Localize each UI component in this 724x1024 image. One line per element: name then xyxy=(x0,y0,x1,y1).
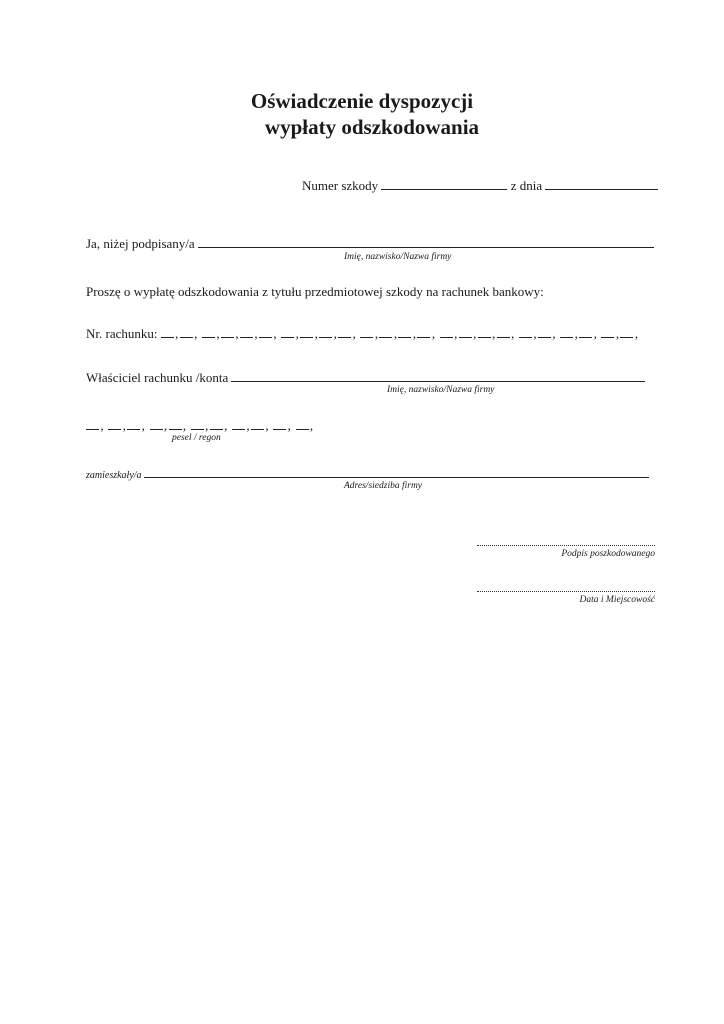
account-digit-field[interactable] xyxy=(161,326,174,338)
account-digit-field[interactable] xyxy=(620,326,633,338)
address-label: zamieszkały/a xyxy=(86,470,142,481)
pesel-digit-field[interactable] xyxy=(108,418,121,430)
pesel-digit-field[interactable] xyxy=(210,418,223,430)
signature-caption: Podpis poszkodowanego xyxy=(561,549,655,559)
pesel-digit-field[interactable] xyxy=(296,418,309,430)
account-digit-field[interactable] xyxy=(459,326,472,338)
account-owner-row xyxy=(86,370,645,386)
undersigned-caption: Imię, nazwisko/Nazwa firmy xyxy=(344,252,452,262)
account-digit-field[interactable] xyxy=(180,326,193,338)
account-digit-field[interactable] xyxy=(601,326,614,338)
undersigned-label: Ja, niżej podpisany/a xyxy=(86,236,195,251)
account-number-label: Nr. rachunku: xyxy=(86,326,158,341)
account-digit-field[interactable] xyxy=(538,326,551,338)
pesel-digit-field[interactable] xyxy=(191,418,204,430)
account-digit-field[interactable] xyxy=(259,326,272,338)
address-caption: Adres/siedziba firmy xyxy=(344,481,423,491)
account-owner-field[interactable] xyxy=(231,370,645,382)
claim-number-field[interactable] xyxy=(381,178,507,190)
pesel-digit-field[interactable] xyxy=(127,418,140,430)
pesel-digit-field[interactable] xyxy=(232,418,245,430)
pesel-row: , , , , , , , , , , , xyxy=(86,418,315,434)
account-digit-field[interactable] xyxy=(417,326,430,338)
account-owner-caption: Imię, nazwisko/Nazwa firmy xyxy=(387,385,495,395)
account-digit-field[interactable] xyxy=(398,326,411,338)
pesel-digit-field[interactable] xyxy=(273,418,286,430)
account-digit-field[interactable] xyxy=(338,326,351,338)
date-place-caption: Data i Miejscowość xyxy=(579,595,655,605)
claim-date-label: z dnia xyxy=(510,178,543,193)
pesel-digit-field[interactable] xyxy=(251,418,264,430)
form-title-line1: Oświadczenie dyspozycji xyxy=(250,89,474,113)
date-place-line[interactable] xyxy=(477,590,655,592)
address-field[interactable] xyxy=(144,468,649,478)
account-digit-field[interactable] xyxy=(440,326,453,338)
pesel-caption: pesel / regon xyxy=(172,433,221,443)
account-digit-field[interactable] xyxy=(497,326,510,338)
claim-date-field[interactable] xyxy=(545,178,658,190)
account-digit-field[interactable] xyxy=(560,326,573,338)
account-owner-label: Właściciel rachunku /konta xyxy=(86,370,229,385)
request-text: Proszę o wypłatę odszkodowania z tytułu przedmiotowej szkody na rachunek bankowy: xyxy=(86,284,544,299)
account-digit-field[interactable] xyxy=(360,326,373,338)
account-number-row: Nr. rachunku: , , , , , , , , , , , , , , , , , , , , , , , , xyxy=(86,326,639,341)
account-digit-field[interactable] xyxy=(221,326,234,338)
account-digit-field[interactable] xyxy=(519,326,532,338)
account-digit-field[interactable] xyxy=(240,326,253,338)
account-digit-field[interactable] xyxy=(478,326,491,338)
account-digit-field[interactable] xyxy=(319,326,332,338)
account-digit-field[interactable] xyxy=(579,326,592,338)
claim-number-row xyxy=(302,178,658,194)
signature-line[interactable] xyxy=(477,544,655,546)
account-digit-field[interactable] xyxy=(202,326,215,338)
pesel-digit-field[interactable] xyxy=(150,418,163,430)
account-digit-field[interactable] xyxy=(300,326,313,338)
form-title-line2: wypłaty odszkodowania xyxy=(264,115,480,139)
undersigned-field[interactable] xyxy=(198,236,654,248)
account-digit-field[interactable] xyxy=(379,326,392,338)
pesel-digit-field[interactable] xyxy=(169,418,182,430)
claim-number-label: Numer szkody xyxy=(302,178,379,193)
account-digit-field[interactable] xyxy=(281,326,294,338)
undersigned-row xyxy=(86,236,654,252)
pesel-digit-field[interactable] xyxy=(86,418,99,430)
